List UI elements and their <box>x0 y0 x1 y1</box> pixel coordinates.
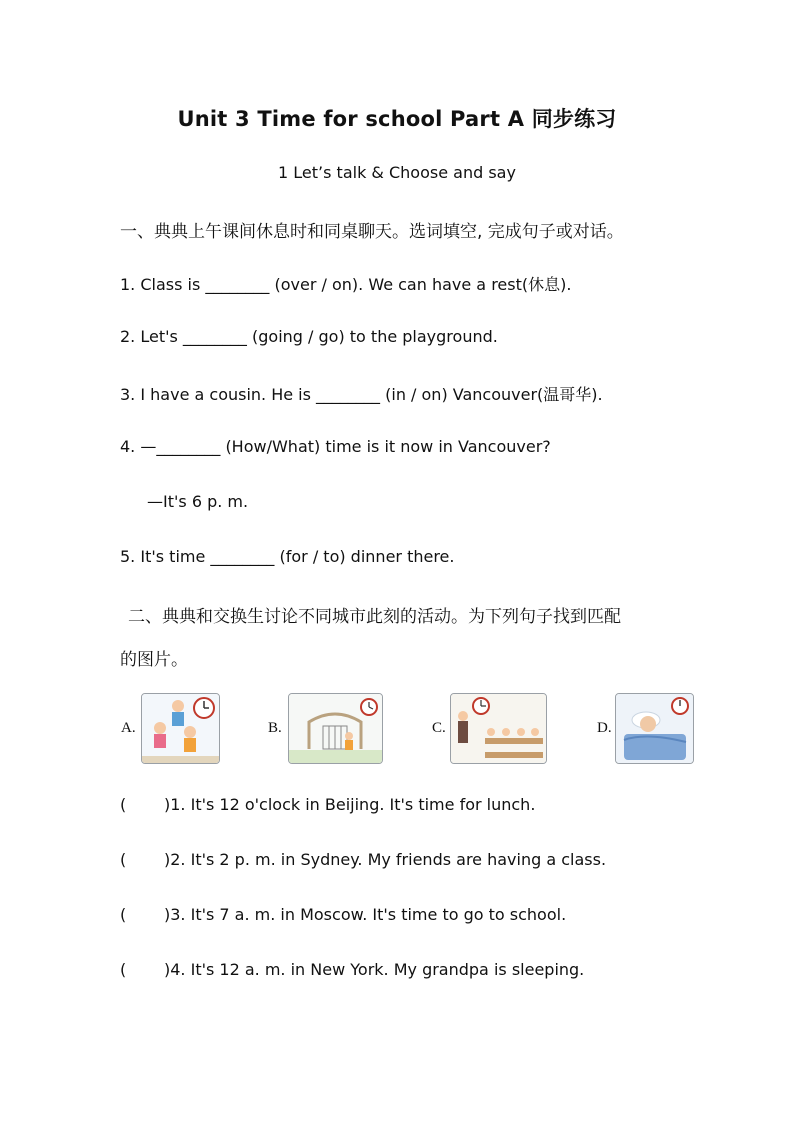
section2-item-text: 4. It's 12 a. m. in New York. My grandpa is sleeping. <box>170 960 585 979</box>
page-title: Unit 3 Time for school Part A 同步练习 <box>177 107 617 131</box>
grandpa-sleeping-clock-image <box>615 693 694 764</box>
picture-label-a: A. <box>121 720 136 736</box>
section1-item-5: 5. It's time ________ (for / to) dinner there. <box>120 547 455 566</box>
section1-item-2: 2. Let's ________ (going / go) to the playground. <box>120 327 498 346</box>
section2-heading-line2: 的图片。 <box>120 650 188 670</box>
picture-label-c: C. <box>432 720 446 736</box>
section2-item-1 <box>120 795 535 814</box>
section1-item-3: 3. I have a cousin. He is ________ (in / on) Vancouver(温哥华). <box>120 385 603 404</box>
section1-item-4-answer: —It's 6 p. m. <box>147 492 249 511</box>
section1-item-4: 4. —________ (How/What) time is it now in Vancouver? <box>120 437 551 456</box>
section2-item-4 <box>120 960 584 979</box>
section2-item-3 <box>120 905 566 924</box>
school-gate-clock-image <box>288 693 383 764</box>
picture-label-d: D. <box>597 720 612 736</box>
classroom-clock-image <box>450 693 547 764</box>
answer-blank-close: ) <box>164 795 171 814</box>
answer-blank-open[interactable]: ( <box>120 850 127 869</box>
answer-blank-close: ) <box>164 960 171 979</box>
section2-heading-line1: 二、典典和交换生讨论不同城市此刻的活动。为下列句子找到匹配 <box>128 607 621 627</box>
section2-item-text: 1. It's 12 o'clock in Beijing. It's time for lunch. <box>170 795 536 814</box>
answer-blank-close: ) <box>164 850 171 869</box>
answer-blank-open[interactable]: ( <box>120 905 127 924</box>
section1-heading: 一、典典上午课间休息时和同桌聊天。选词填空, 完成句子或对话。 <box>120 222 624 242</box>
page-subtitle: 1 Let’s talk & Choose and say <box>278 163 516 182</box>
section2-item-text: 2. It's 2 p. m. in Sydney. My friends are having a class. <box>170 850 607 869</box>
section1-item-1: 1. Class is ________ (over / on). We can have a rest(休息). <box>120 275 572 294</box>
answer-blank-open[interactable]: ( <box>120 795 127 814</box>
children-playing-clock-image <box>141 693 220 764</box>
section2-item-text: 3. It's 7 a. m. in Moscow. It's time to go to school. <box>170 905 567 924</box>
answer-blank-close: ) <box>164 905 171 924</box>
picture-label-b: B. <box>268 720 282 736</box>
section2-item-2 <box>120 850 606 869</box>
answer-blank-open[interactable]: ( <box>120 960 127 979</box>
